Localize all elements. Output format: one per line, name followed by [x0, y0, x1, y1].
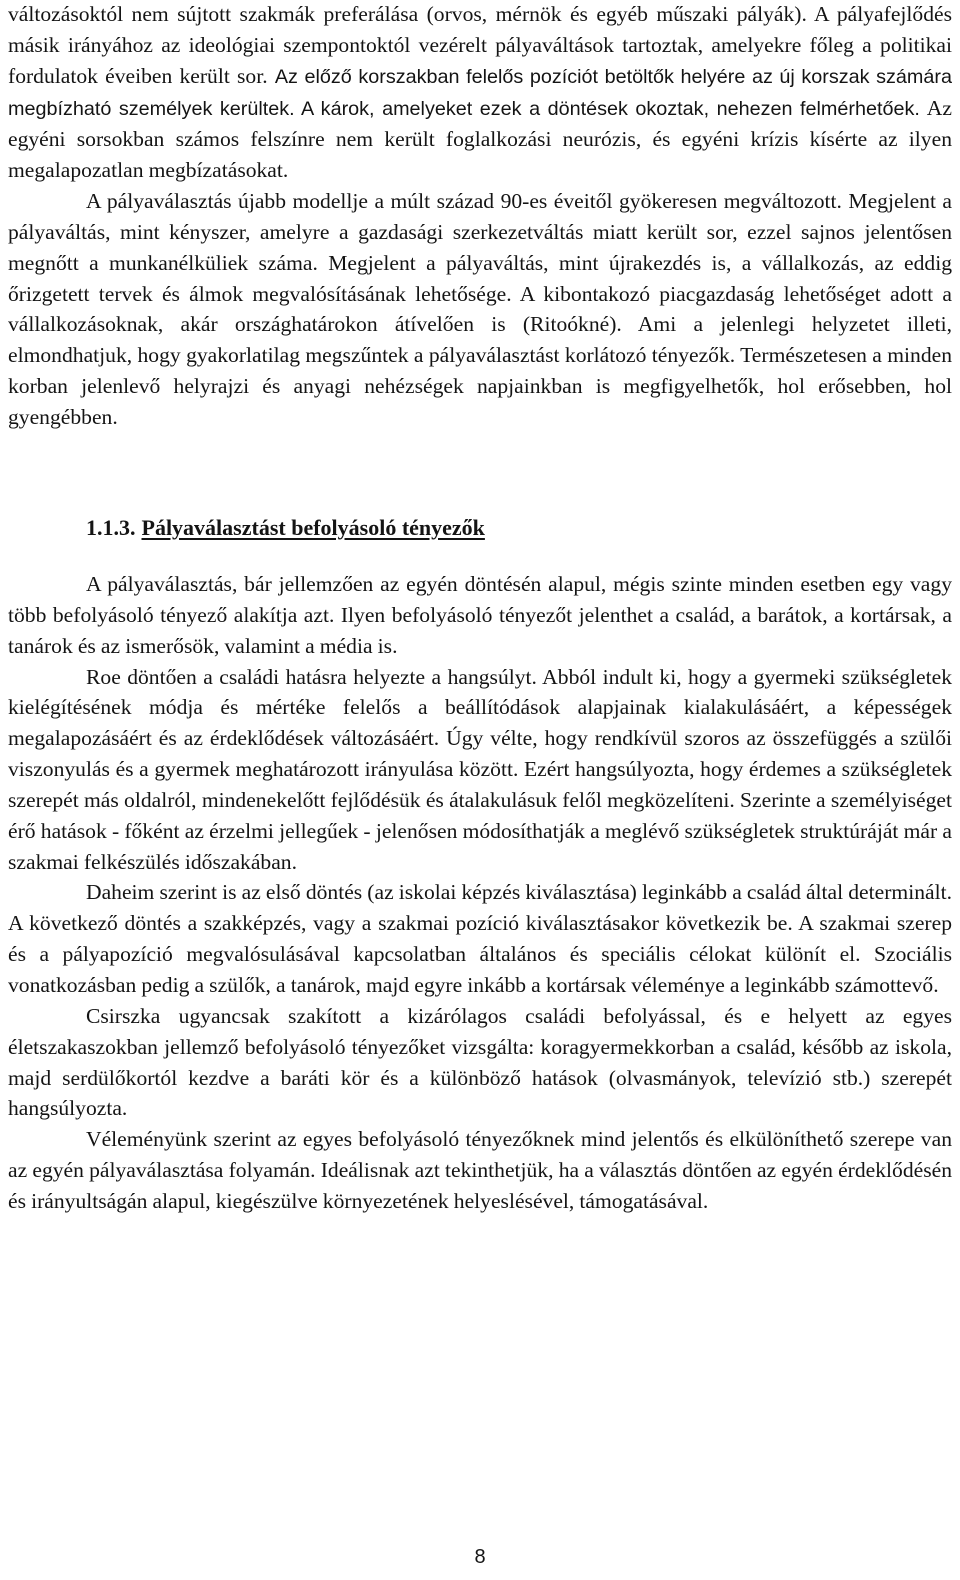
body-text-bottom	[8, 569, 952, 1217]
section-heading	[86, 513, 485, 543]
section-title: Pályaválasztást befolyásoló tényezők	[141, 515, 485, 540]
paragraph: Roe döntően a családi hatásra helyezte a hangsúlyt. Abból indult ki, hogy a gyermeki szükségletek kielégítésének módja és mértéke felelős a beállítódások alapjainak kialakulásáért, a képességek megalapozásáért és az érdeklődések változásáért. Úgy vélte, hogy rendkívül szoros az összefüggés a szülői viszonyulás és a gyermek meghatározott irányulása között. Ezért hangsúlyozta, hogy érdemes a szükségletek szerepét más oldalról, mindenekelőtt fejlődésük és átalakulásuk felől megközelíteni. Szerinte a személyiséget érő hatások - főként az érzelmi jellegűek - jelenősen módosíthatják a meglévő szükségletek struktúráját már a szakmai felkészülés időszakában.	[8, 664, 952, 874]
body-text-top	[8, 0, 952, 433]
text-segment: változásoktól nem sújtott szakmák preferálása (orvos, mérnök és egyéb műszaki pályák). A pályafejlődés másik irányához az ideológiai szempontoktól vezérelt pályaváltások tartoztak, amelyekre főleg a politikai fordulatok éveiben került sor.	[8, 2, 952, 88]
text-segment: Az előző korszakban felelős pozíciót betöltők helyére az új korszak számára megbízható személyek kerültek. A károk, amelyeket ezek a döntések okoztak, nehezen felmérhetőek.	[8, 65, 952, 120]
paragraph: A pályaválasztás újabb modellje a múlt század 90-es éveitől gyökeresen megváltozott. Megjelent a pályaváltás, mint kényszer, amelyre a gazdasági szerkezetváltás miatt került sor, ezzel sajnos jelentősen megnőtt a munkanélküliek száma. Megjelent a pályaváltás, mint újrakezdés is, a vállalkozás, az eddig őrizgetett tervek és álmok megvalósításának lehetősége. A kibontakozó piacgazdaság lehetőséget adott a vállalkozásoknak, akár országhatárokon átívelően is (Ritoókné). Ami a jelenlegi helyzetet illeti, elmondhatjuk, hogy gyakorlatilag megszűntek a pályaválasztást korlátozó tényezők. Természetesen a minden korban jelenlevő helyrajzi és anyagi nehézségek napjainkban is megfigyelhetők, hol erősebben, hol gyengébben.	[8, 189, 952, 429]
paragraph: A pályaválasztás, bár jellemzően az egyén döntésén alapul, mégis szinte minden esetben egy vagy több befolyásoló tényező alakítja azt. Ilyen befolyásoló tényezőt jelenthet a család, a barátok, a kortársak, a tanárok és az ismerősök, valamint a média is.	[8, 572, 952, 658]
paragraph: Véleményünk szerint az egyes befolyásoló tényezőknek mind jelentős és elkülöníthető szerepe van az egyén pályaválasztása folyamán. Ideálisnak azt tekinthetjük, ha a választás döntően az egyén érdeklődésén és irányultságán alapul, kiegészülve környezetének helyeslésével, támogatásával.	[8, 1127, 952, 1213]
text-segment: Az egyéni sorsokban számos felszínre nem került foglalkozási neurózis, és egyéni krízis kísérte az ilyen megalapozatlan megbízatásokat.	[8, 95, 952, 183]
page-number: 8	[474, 1546, 486, 1568]
paragraph: Csirszka ugyancsak szakított a kizárólagos családi befolyással, és e helyett az egyes életszakaszokban jellemző befolyásoló tényezőket vizsgálta: koragyermekkorban a család, később az iskola, majd serdülőkortól kezdve a baráti kör és a különböző hatások (olvasmányok, televízió stb.) szerepét hangsúlyozta.	[8, 1003, 952, 1121]
paragraph	[8, 0, 952, 186]
paragraph: Daheim szerint is az első döntés (az iskolai képzés kiválasztása) leginkább a család által determinált. A következő döntés a szakképzés, vagy a szakmai pozíció kiválasztásakor következik be. A szakmai szerep és a pályapozíció megvalósulásával kapcsolatban általános és speciális célokat különít el. Szociális vonatkozásban pedig a szülők, a tanárok, majd egyre inkább a kortársak véleménye a leginkább számottevő.	[8, 880, 952, 997]
section-number: 1.1.3.	[86, 515, 136, 540]
